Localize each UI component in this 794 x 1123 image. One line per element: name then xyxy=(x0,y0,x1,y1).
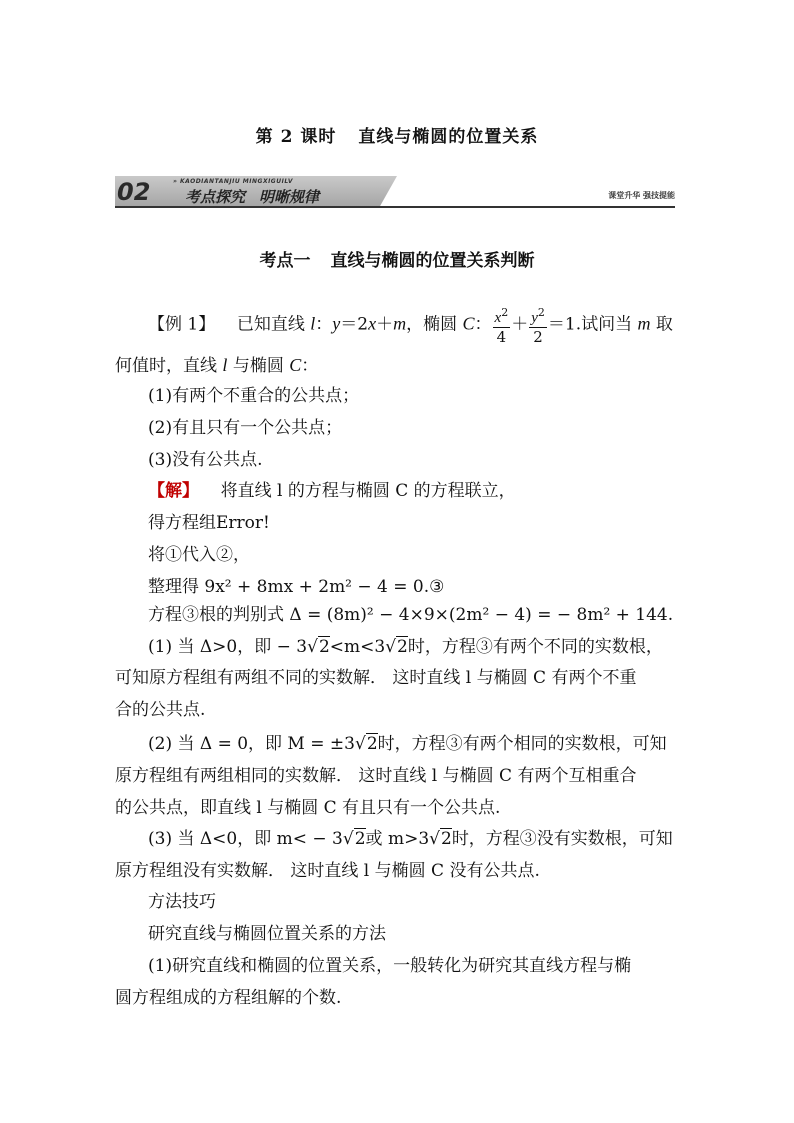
solution-system: 得方程组Error! xyxy=(148,513,270,533)
case-1-line-2: 可知原方程组有两组不同的实数解． 这时直线 l 与椭圆 C 有两个不重 xyxy=(115,668,637,688)
solution-intro: 【解】 将直线 l 的方程与椭圆 C 的方程联立， xyxy=(148,481,516,501)
case-2-line-3: 的公共点，即直线 l 与椭圆 C 有且只有一个公共点. xyxy=(115,798,501,818)
method-paragraph-line-2: 圆方程组成的方程组解的个数. xyxy=(115,988,342,1008)
banner-title: 考点探究 明晰规律 xyxy=(185,188,320,206)
case-1-line-1: (1) 当 Δ>0，即 − 3√2<m<3√2时，方程③有两个不同的实数根， xyxy=(148,637,663,657)
case-2-line-2: 原方程组有两组相同的实数解． 这时直线 l 与椭圆 C 有两个互相重合 xyxy=(115,766,637,786)
example-item-3: (3)没有公共点. xyxy=(148,450,263,470)
banner-rule xyxy=(115,206,675,208)
method-subheading: 研究直线与椭圆位置关系的方法 xyxy=(148,924,386,944)
banner-right-text: 课堂升华 强技提能 xyxy=(608,191,675,200)
banner-subtitle: » KAODIANTANJIU MINGXIGUILV xyxy=(173,178,293,185)
case-3-line-1: (3) 当 Δ<0，即 m< − 3√2或 m>3√2时，方程③没有实数根，可知 xyxy=(148,829,673,849)
banner-number: 02 xyxy=(117,178,151,206)
fraction-y2-2: $\frac{y^2}{2}$ xyxy=(531,306,545,346)
fraction-x2-4: $\frac{x^2}{4}$ xyxy=(494,306,509,346)
solution-label: 【解】 xyxy=(148,481,199,501)
example-statement-cont: 何值时，直线 l 与椭圆 C： xyxy=(115,355,319,376)
solution-simplify: 整理得 9x² + 8mx + 2m² − 4 = 0.③ xyxy=(148,577,445,597)
method-paragraph-line-1: (1)研究直线和椭圆的位置关系，一般转化为研究其直线方程与椭 xyxy=(148,956,632,976)
case-3-line-2: 原方程组没有实数解． 这时直线 l 与椭圆 C 没有公共点. xyxy=(115,861,540,881)
case-2-line-1: (2) 当 Δ = 0，即 M = ±3√2时，方程③有两个相同的实数根，可知 xyxy=(148,734,667,754)
example-item-1: (1)有两个不重合的公共点； xyxy=(148,386,360,406)
case-1-line-3: 合的公共点. xyxy=(115,700,206,720)
solution-discriminant: 方程③根的判别式 Δ = (8m)² − 4×9×(2m² − 4) = − 8m² + 144. xyxy=(148,605,674,625)
example-statement: 【例 1】 已知直线 l：y＝2x＋m，椭圆 C： $\frac{x^2}{4}$ ＋ $\frac{y^2}{2}$ ＝1.试问当 m 取 xyxy=(148,306,673,346)
method-heading: 方法技巧 xyxy=(148,892,216,912)
section-banner xyxy=(115,176,675,210)
example-item-2: (2)有且只有一个公共点； xyxy=(148,418,343,438)
section-heading: 考点一 直线与椭圆的位置关系判断 xyxy=(259,251,535,271)
solution-substitute: 将①代入②， xyxy=(148,545,250,565)
page-title: 第 2 课时 直线与椭圆的位置关系 xyxy=(255,127,539,147)
